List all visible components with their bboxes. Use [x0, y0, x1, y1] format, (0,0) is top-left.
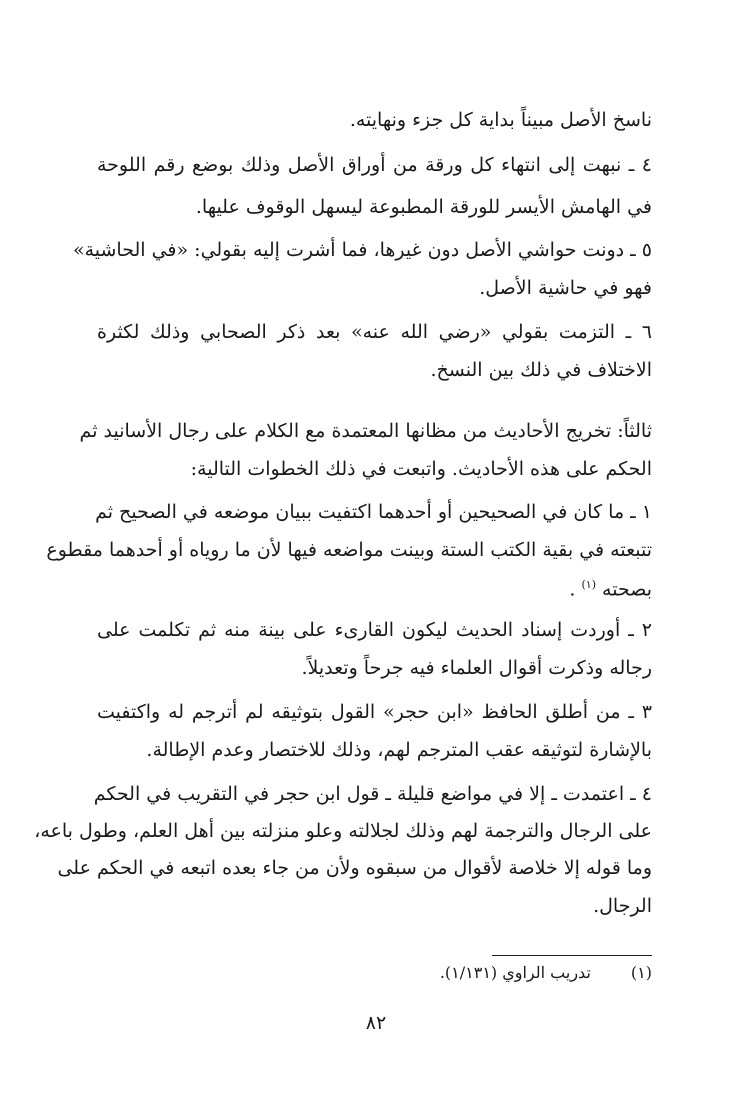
- text-line: الاختلاف في ذلك بين النسخ.: [430, 359, 652, 381]
- text-line: فهو في حاشية الأصل.: [479, 277, 652, 299]
- text-line: ثالثاً: تخريج الأحاديث من مظانها المعتمدة مع الكلام على رجال الأسانيد ثم: [79, 420, 652, 442]
- footnote-divider: [492, 955, 652, 956]
- text-line: في الهامش الأيسر للورقة المطبوعة ليسهل الوقوف عليها.: [195, 196, 652, 218]
- text-line: ١ ـ ما كان في الصحيحين أو أحدهما اكتفيت ببيان موضعه في الصحيح ثم: [95, 501, 652, 523]
- text-line: ٤ ـ نبهت إلى انتهاء كل ورقة من أوراق الأصل وذلك بوضع رقم اللوحة: [97, 154, 652, 176]
- text-line: ٣ ـ من أطلق الحافظ «ابن حجر» القول بتوثيقه لم أترجم له واكتفيت: [97, 701, 652, 723]
- text-line: بالإشارة لتوثيقه عقب المترجم لهم، وذلك للاختصار وعدم الإطالة.: [146, 739, 652, 761]
- text-line: تتبعته في بقية الكتب الستة وبينت مواضعه فيها لأن ما روياه أو أحدهما مقطوع: [46, 539, 652, 561]
- text-line: ٢ ـ أوردت إسناد الحديث ليكون القارىء على بينة منه ثم تكلمت على: [97, 619, 652, 641]
- footnote: [440, 960, 652, 986]
- footnote-text: تدريب الراوي (١/١٣١).: [439, 963, 591, 982]
- text-line: ٥ ـ دونت حواشي الأصل دون غيرها، فما أشرت إليه بقولي: «في الحاشية»: [72, 239, 652, 261]
- footnote-number: (١): [630, 963, 652, 982]
- text-line: ناسخ الأصل مبيناً بداية كل جزء ونهايته.: [349, 109, 652, 131]
- text-line: على الرجال والترجمة لهم وذلك لجلالته وعلو منزلته بين أهل العلم، وطول باعه،: [34, 820, 652, 842]
- footnote-marker: (١): [581, 578, 596, 591]
- text-line-fragment: .: [569, 578, 576, 601]
- text-line: ٤ ـ اعتمدت ـ إلا في مواضع قليلة ـ قول ابن حجر في التقريب في الحكم: [93, 783, 652, 805]
- text-line: [97, 570, 652, 604]
- text-line: رجاله وذكرت أقوال العلماء فيه جرحاً وتعديلاً.: [301, 657, 652, 679]
- text-line: ٦ ـ التزمت بقولي «رضي الله عنه» بعد ذكر الصحابي وذلك لكثرة: [97, 321, 652, 343]
- text-line: وما قوله إلا خلاصة لأقوال من سبقوه ولأن من جاء بعده اتبعه في الحكم على: [57, 857, 652, 879]
- text-line: الحكم على هذه الأحاديث. واتبعت في ذلك الخطوات التالية:: [190, 458, 652, 480]
- text-line: الرجال.: [593, 895, 652, 917]
- page-number: ٨٢: [365, 1012, 387, 1034]
- text-line-fragment: بصحته: [602, 578, 652, 601]
